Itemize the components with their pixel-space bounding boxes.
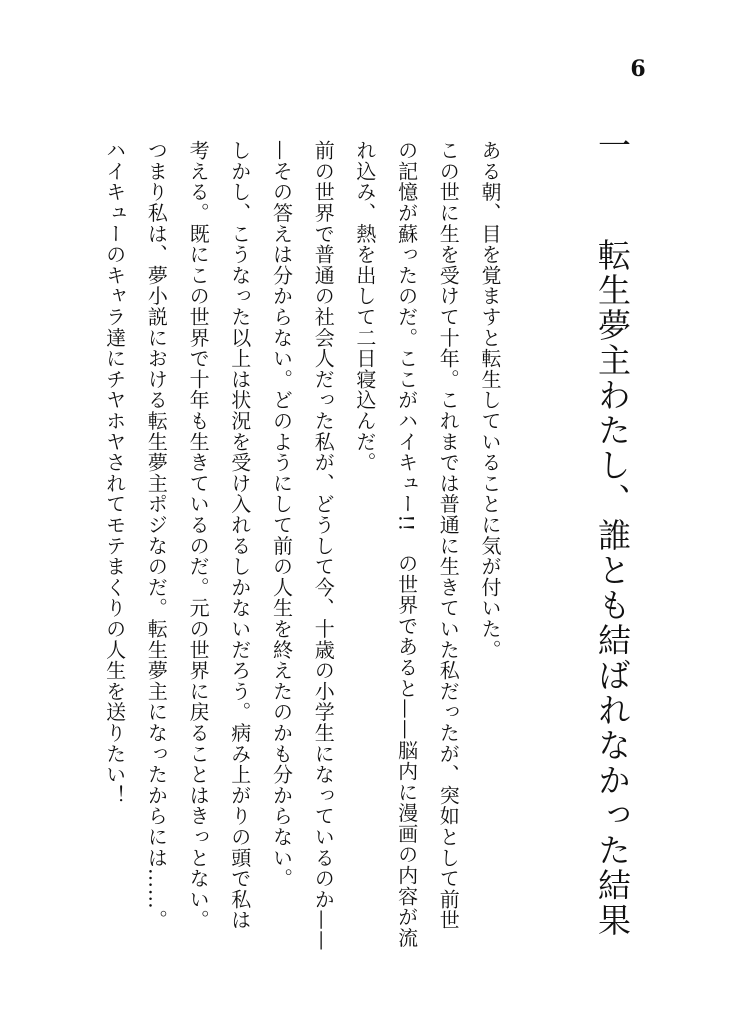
body-text [102, 140, 510, 960]
text-line: この世に生を受けて十年。これまでは普通に生きていた私だったが、突如として前世 [436, 140, 461, 931]
chapter-number: 一 [593, 128, 632, 163]
text-line: ハイキューのキャラ達にチヤホヤされてモテまくりの人生を送りたい！ [102, 140, 127, 806]
text-line: つまり私は、夢小説における転生夢主ポジなのだ。転生夢主になったからには……。 [144, 140, 169, 931]
text-line: —その答えは分からない。どのようにして前の人生を終えたのかも分からない。 [269, 140, 294, 889]
text-line: 前の世界で普通の社会人だった私が、どうして今、十歳の小学生になっているのか—— [311, 140, 336, 952]
page-number: 6 [630, 56, 646, 82]
text-line: れ込み、熱を出して二日寝込んだ。 [352, 140, 377, 473]
text-line: しかし、こうなった以上は状況を受け入れるしかないだろう。病み上がりの頭で私は [227, 140, 252, 931]
chapter-title: 転生夢主わたし、誰とも結ばれなかった結果 [593, 238, 632, 938]
chapter-heading [584, 128, 640, 938]
text-line: ある朝、目を覚ますと転生していることに気が付いた。 [478, 140, 502, 660]
text-line: の記憶が蘇ったのだ。ここがハイキュー!! の世界であると——脳内に漫画の内容が流 [394, 140, 419, 949]
text-line: 考える。既にこの世界で十年も生きているのだ。元の世界に戻ることはきっとない。 [186, 140, 211, 931]
